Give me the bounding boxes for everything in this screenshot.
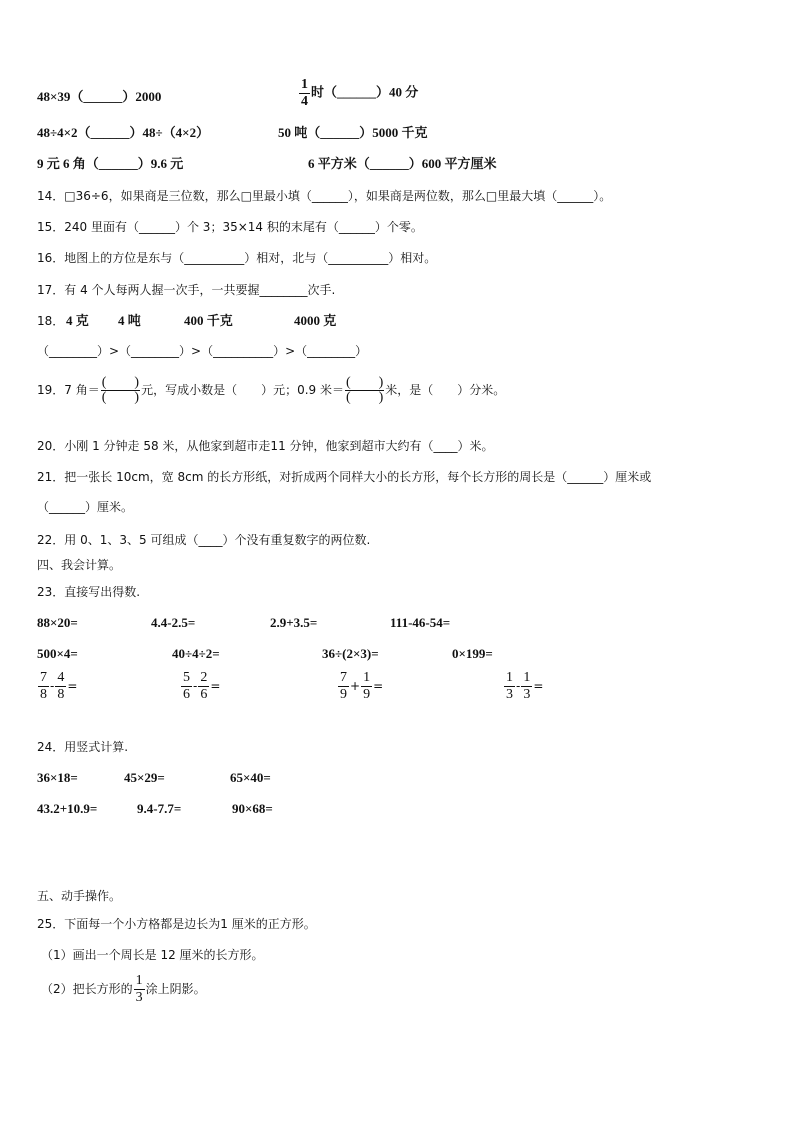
compare-2a: 48÷4×2（______）48÷（4×2） bbox=[37, 125, 210, 140]
q18-item-3: 400 千克 bbox=[184, 313, 233, 328]
q18-item-2: 4 吨 bbox=[118, 313, 141, 328]
calc-2: 4.4-2.5= bbox=[151, 615, 196, 630]
compare-2b: 50 吨（______）5000 千克 bbox=[278, 125, 428, 140]
question-17: 17．有 4 个人每两人握一次手，一共要握________次手. bbox=[37, 283, 336, 297]
question-20: 20．小刚 1 分钟走 58 米，从他家到超市走11 分钟，他家到超市大约有（____）米。 bbox=[37, 439, 494, 453]
calc-8: 0×199= bbox=[452, 646, 493, 661]
q18-item-4: 4000 克 bbox=[294, 313, 337, 328]
question-18-label: 18． bbox=[37, 314, 65, 328]
vert-3: 65×40= bbox=[230, 770, 271, 785]
calc-1: 88×20= bbox=[37, 615, 78, 630]
vert-6: 90×68= bbox=[232, 801, 273, 816]
q18-order: （________）>（________）>（__________）>（________） bbox=[37, 344, 368, 358]
question-21b: （______）厘米。 bbox=[37, 500, 134, 514]
compare-3b: 6 平方米（______）600 平方厘米 bbox=[308, 156, 497, 171]
vert-2: 45×29= bbox=[124, 770, 165, 785]
question-25-2: （2）把长方形的 $\frac{1}{3}$ 涂上阴影。 bbox=[41, 973, 206, 1005]
frac-expr-4: $\frac{1}{3}$ - $\frac{1}{3}$ = bbox=[506, 670, 544, 702]
vert-1: 36×18= bbox=[37, 770, 78, 785]
compare-1b: $\frac{1}{4}$ 时（______）40 分 bbox=[301, 77, 419, 109]
compare-1a: 48×39（______）2000 bbox=[37, 89, 162, 104]
question-25: 25．下面每一个小方格都是边长为1 厘米的正方形。 bbox=[37, 917, 316, 931]
question-15: 15．240 里面有（______）个 3；35×14 积的末尾有（______）个零。 bbox=[37, 220, 423, 234]
calc-7: 36÷(2×3)= bbox=[322, 646, 379, 661]
question-22: 22．用 0、1、3、5 可组成（____）个没有重复数字的两位数. bbox=[37, 533, 371, 547]
fraction-quarter: $\frac{1}{4}$ bbox=[301, 77, 308, 109]
calc-4: 111-46-54= bbox=[390, 615, 451, 630]
question-21a: 21．把一张长 10cm，宽 8cm 的长方形纸，对折成两个同样大小的长方形，每个长方形的周长是（______）厘米或 bbox=[37, 470, 652, 484]
frac-expr-1: $\frac{7}{8}$ - $\frac{4}{8}$ = bbox=[40, 670, 78, 702]
question-23: 23．直接写出得数. bbox=[37, 585, 141, 599]
question-19: 19．7 角＝ $\frac{( )}{( )}$ 元，写成小数是（ ）元；0.9 米＝ $\frac{( )}{( )}$ 米，是（ ）分米。 bbox=[37, 375, 506, 405]
section-5-title: 五、动手操作。 bbox=[37, 889, 122, 903]
question-16: 16．地图上的方位是东与（__________）相对，北与（__________）相对。 bbox=[37, 251, 437, 265]
section-4-title: 四、我会计算。 bbox=[37, 558, 122, 572]
vert-5: 9.4-7.7= bbox=[137, 801, 182, 816]
compare-3a: 9 元 6 角（______）9.6 元 bbox=[37, 156, 184, 171]
frac-expr-2: $\frac{5}{6}$ - $\frac{2}{6}$ = bbox=[183, 670, 221, 702]
question-14: 14．□36÷6，如果商是三位数，那么□里最小填（______），如果商是两位数，那么□里最大填（______）。 bbox=[37, 189, 612, 203]
fraction-blank-2: $\frac{( )}{( )}$ bbox=[345, 375, 384, 405]
question-25-1: （1）画出一个周长是 12 厘米的长方形。 bbox=[41, 948, 264, 962]
vert-4: 43.2+10.9= bbox=[37, 801, 98, 816]
fraction-blank-1: $\frac{( )}{( )}$ bbox=[101, 375, 140, 405]
calc-5: 500×4= bbox=[37, 646, 78, 661]
question-24: 24．用竖式计算. bbox=[37, 740, 129, 754]
frac-expr-3: $\frac{7}{9}$ + $\frac{1}{9}$ = bbox=[340, 670, 384, 702]
q18-item-1: 4 克 bbox=[66, 313, 89, 328]
calc-3: 2.9+3.5= bbox=[270, 615, 318, 630]
fraction-third: $\frac{1}{3}$ bbox=[135, 973, 143, 1005]
calc-6: 40÷4÷2= bbox=[172, 646, 220, 661]
